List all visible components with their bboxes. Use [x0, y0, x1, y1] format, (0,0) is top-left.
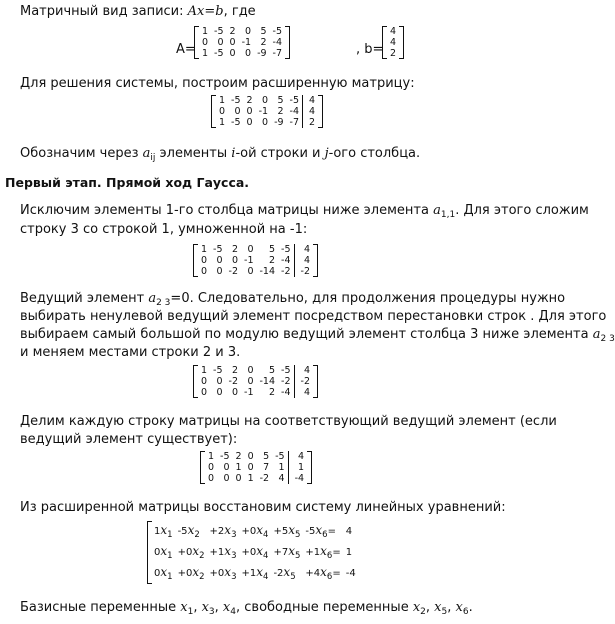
matrix-cell: 5 [277, 95, 284, 106]
matrix-cell: -7 [289, 117, 300, 128]
matrix-cell: 1 [201, 244, 208, 255]
matrix-cell: 4 [294, 387, 313, 398]
matrix-cell: 7 [263, 462, 270, 473]
matrix-cell: -2 [228, 376, 239, 387]
matrix-cell: 0 [223, 473, 230, 484]
matrix-cell: -5 [231, 95, 241, 106]
equation-term: $-5x_6=$ [305, 523, 336, 540]
matrix-cell: 2 [246, 95, 253, 106]
matrix-row [216, 95, 318, 106]
matrix-cell: -2 [281, 376, 291, 387]
vector-b [382, 26, 404, 59]
matrix-cell: -5 [214, 26, 224, 37]
matrix-cell: 0 [247, 365, 254, 376]
matrix-cell: 4 [303, 106, 319, 117]
matrix-cell: 0 [231, 255, 239, 266]
matrix-row [205, 473, 307, 484]
matrix-cell: 0 [208, 462, 215, 473]
matrix-cell: -1 [258, 106, 269, 117]
equation-term: $-2x_5$ [273, 565, 296, 582]
matrix-cell: -4 [281, 387, 291, 398]
bracket-right [307, 451, 312, 484]
equation-term: $+0x_2$ [177, 544, 205, 561]
matrix-cell: 1 [219, 117, 226, 128]
matrix-cell: 0 [247, 266, 254, 277]
step1-line2: строку 3 со строкой 1, умноженной на -1: [20, 222, 308, 237]
matrix-cell: -1 [244, 255, 254, 266]
matrix-row [198, 255, 313, 266]
label-A: A= [176, 42, 196, 57]
matrix-cell: 4 [278, 473, 285, 484]
matrix-cell: -9 [257, 48, 267, 59]
matrix-cell: -14 [259, 376, 276, 387]
bracket-right [285, 26, 290, 59]
matrix-cell: 0 [246, 106, 253, 117]
matrix-cell: 2 [303, 117, 319, 128]
step3-line1: Делим каждую строку матрицы на соответствующий ведущий элемент (если [20, 414, 557, 429]
matrix-cell: 0 [208, 473, 215, 484]
matrix-step1 [193, 244, 318, 277]
matrix-cell: 5 [263, 451, 270, 462]
equation-system [147, 521, 361, 584]
matrix-cell: 1 [202, 26, 209, 37]
vector-cell: 4 [390, 37, 397, 48]
matrix-row [198, 244, 313, 255]
matrix-cell: -1 [244, 387, 254, 398]
matrix-cell: -5 [231, 117, 241, 128]
equation-term: $-5x_2$ [177, 523, 200, 540]
matrix-row [198, 365, 313, 376]
matrix-cell: -5 [281, 365, 291, 376]
matrix-cell: 0 [216, 387, 223, 398]
matrix-cell: -4 [289, 106, 300, 117]
matrix-row [199, 37, 285, 48]
equation-row [154, 542, 361, 563]
matrix-cell: -5 [213, 244, 223, 255]
matrix-cell: 0 [234, 106, 241, 117]
equation-term: $0x_1$ [154, 565, 173, 582]
equation-term: $+0x_2$ [177, 565, 205, 582]
matrix-row [198, 387, 313, 398]
matrix-cell: -14 [259, 266, 276, 277]
matrix-cell: 0 [201, 376, 208, 387]
equation-term: $0x_1$ [154, 544, 173, 561]
matrix-cell: 0 [245, 48, 252, 59]
augmented-intro: Для решения системы, построим расширенную матрицу: [20, 76, 415, 91]
matrix-cell: -5 [214, 48, 224, 59]
matrix-cell: 0 [245, 26, 252, 37]
matrix-cell: -5 [275, 451, 285, 462]
step4-line: Из расширенной матрицы восстановим систему линейных уравнений: [20, 500, 506, 515]
matrix-cell: 2 [268, 255, 276, 266]
equation-term: $+1x_3$ [209, 544, 237, 561]
matrix-cell: 0 [201, 387, 208, 398]
matrix-cell: 1 [202, 48, 209, 59]
equation-term: $+2x_3$ [209, 523, 237, 540]
step2-line3: выбираем самый большой по модулю ведущий элемент столбца 3 ниже элемента $a_{2 3}$ [20, 327, 615, 344]
matrix-cell: -2 [259, 473, 270, 484]
matrix-cell: 1 [219, 95, 226, 106]
intro-line: Матричный вид записи: Ax=b, где [20, 4, 256, 19]
matrix-cell: 5 [268, 365, 276, 376]
equation-term: $+5x_5$ [273, 523, 301, 540]
matrix-cell: -4 [272, 37, 283, 48]
matrix-cell: -5 [281, 244, 291, 255]
equation-term: $+0x_4$ [241, 523, 269, 540]
matrix-cell: 1 [278, 462, 285, 473]
matrix-cell: -5 [289, 95, 300, 106]
matrix-cell: -5 [272, 26, 283, 37]
matrix-cell: -4 [288, 473, 307, 484]
matrix-cell: 1 [235, 462, 242, 473]
matrix-cell: 0 [229, 48, 236, 59]
step2-line4: и меняем местами строки 2 и 3. [20, 345, 241, 360]
matrix-cell: 1 [208, 451, 215, 462]
matrix-cell: 4 [294, 255, 313, 266]
matrix-cell: 0 [247, 451, 254, 462]
step2-line2: выбирать ненулевой ведущий элемент посредством перестановки строк . Для этого [20, 309, 607, 324]
matrix-cell: 0 [216, 255, 223, 266]
matrix-cell: 2 [260, 37, 267, 48]
matrix-row [199, 26, 285, 37]
matrix-cell: 1 [247, 473, 254, 484]
equation-term: $+4x_6=$ [305, 565, 341, 582]
matrix-cell: 0 [223, 462, 230, 473]
equation-rhs: 4 [345, 526, 353, 537]
matrix-row [205, 462, 307, 473]
matrix-cell: 4 [294, 365, 313, 376]
matrix-cell: 5 [260, 26, 267, 37]
matrix-cell: 0 [201, 255, 208, 266]
matrix-A [194, 26, 290, 59]
system-bracket [147, 521, 152, 584]
matrix-cell: 0 [246, 117, 253, 128]
matrix-cell: 2 [277, 106, 284, 117]
bracket-right [313, 244, 318, 277]
equation-rhs: 1 [345, 547, 353, 558]
matrix-cell: 0 [262, 95, 269, 106]
equation-row [154, 563, 361, 584]
matrix-cell: 0 [247, 462, 254, 473]
bracket-right [313, 365, 318, 398]
matrix-cell: -2 [294, 266, 313, 277]
matrix-cell: 0 [202, 37, 209, 48]
matrix-row [205, 451, 307, 462]
matrix-step3 [200, 451, 312, 484]
matrix-cell: 1 [201, 365, 208, 376]
matrix-cell: -1 [241, 37, 252, 48]
label-b: , b= [356, 42, 384, 57]
matrix-cell: -5 [213, 365, 223, 376]
matrix-cell: 1 [288, 462, 307, 473]
final-line: Базисные переменные $x_1$, $x_3$, $x_4$, свободные переменные $x_2$, $x_5$, $x_6$. [20, 600, 473, 617]
equation-term: $1x_1$ [154, 523, 173, 540]
equation-term: $+7x_5$ [273, 544, 301, 561]
equation-term: $+1x_6=$ [305, 544, 341, 561]
matrix-cell: -2 [228, 266, 239, 277]
matrix-cell: 2 [231, 365, 239, 376]
vector-cell: 2 [390, 48, 397, 59]
equation-term: $+1x_4$ [241, 565, 269, 582]
matrix-row [216, 117, 318, 128]
matrix-cell: -5 [220, 451, 230, 462]
matrix-cell: 4 [294, 244, 313, 255]
matrix-cell: 0 [235, 473, 242, 484]
equation-rhs: -4 [345, 568, 356, 579]
matrix-cell: 0 [229, 37, 236, 48]
matrix-cell: 0 [247, 244, 254, 255]
matrix-row [198, 376, 313, 387]
matrix-cell: 0 [262, 117, 269, 128]
matrix-cell: -9 [274, 117, 284, 128]
bracket-right [318, 95, 323, 128]
matrix-cell: -2 [281, 266, 291, 277]
matrix-cell: -4 [281, 255, 291, 266]
matrix-cell: 4 [288, 451, 307, 462]
equation-row [154, 521, 361, 542]
matrix-cell: -7 [272, 48, 283, 59]
matrix-cell: -2 [294, 376, 313, 387]
matrix-cell: 0 [219, 106, 226, 117]
matrix-row [216, 106, 318, 117]
notation-line: Обозначим через $a_{ij}$ элементы i-ой строки и j-ого столбца. [20, 146, 421, 163]
matrix-cell: 0 [216, 376, 223, 387]
matrix-row [198, 266, 313, 277]
matrix-cell: 4 [303, 95, 319, 106]
step1-line1: Исключим элементы 1-го столбца матрицы ниже элемента $a_{1,1}$. Для этого сложим [20, 203, 589, 220]
matrix-cell: 0 [201, 266, 208, 277]
matrix-cell: 2 [229, 26, 236, 37]
step3-line2: ведущий элемент существует): [20, 432, 238, 447]
equation-term: $+0x_4$ [241, 544, 269, 561]
matrix-cell: 0 [216, 266, 223, 277]
vector-cell: 4 [390, 26, 397, 37]
matrix-cell: 2 [268, 387, 276, 398]
step2-line1: Ведущий элемент $a_{2 3}=0$. Следовательно, для продолжения процедуры нужно [20, 291, 566, 308]
matrix-row [199, 48, 285, 59]
matrix-cell: 2 [231, 244, 239, 255]
matrix-cell: 5 [268, 244, 276, 255]
equation-term: $+0x_3$ [209, 565, 237, 582]
matrix-cell: 2 [235, 451, 242, 462]
matrix-cell: 0 [247, 376, 254, 387]
matrix-cell: 0 [217, 37, 224, 48]
stage-heading: Первый этап. Прямой ход Гаусса. [5, 175, 250, 190]
bracket-right [399, 26, 404, 59]
matrix-cell: 0 [231, 387, 239, 398]
matrix-step2 [193, 365, 318, 398]
augmented-matrix [211, 95, 323, 128]
